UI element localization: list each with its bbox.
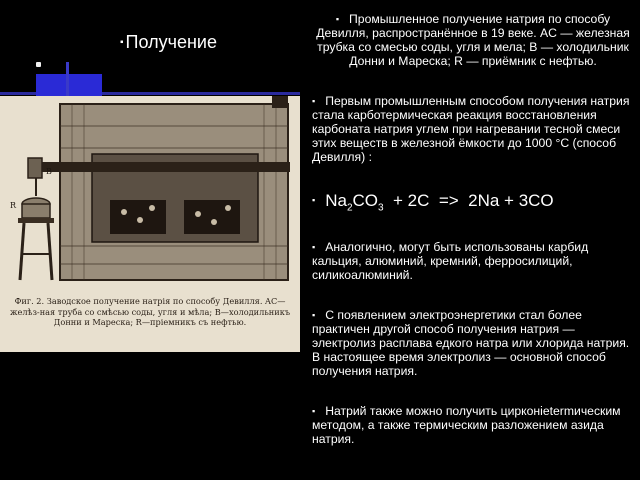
paragraph-text: Натрий также можно получить цирконietermическим методом, а также термическим разложением азида натрия. [312, 404, 621, 447]
formula-sub-3: 3 [378, 202, 384, 214]
paragraph-deville-history [312, 12, 634, 68]
deville-apparatus-figure [0, 96, 300, 352]
formula-rest: + 2C => 2Na + 3CO [383, 191, 554, 210]
title-bullet-icon: ▪ [120, 37, 124, 48]
label-r: R [10, 201, 17, 210]
decorative-blue-block [36, 74, 102, 98]
paragraph-alternatives [312, 240, 634, 282]
figure-caption: Фиг. 2. Заводское получение натрія по способу Девилля. AC—желѣз-ная труба со смѣсью соды, угля и мѣла; B—холодильникъ Донни и Мареска; R—пріемникъ съ нефтью. [9, 296, 291, 327]
formula-na: Na [325, 191, 347, 210]
paragraph-carbothermic [312, 94, 634, 164]
bullet-icon: ▪ [335, 14, 340, 24]
formula-sub-2: 2 [346, 202, 353, 214]
paragraph-text: Промышленное получение натрия по способу Девилля, распространённое в 19 веке. AC — железная трубка со смесью соды, угля и мела; B — холодильник Донни и Мареска; R — приёмник с нефтью. [316, 12, 630, 68]
paragraph-electrolysis [312, 308, 634, 378]
paragraph-zirconium [312, 404, 634, 446]
paragraph-text: Первым промышленным способом получения натрия стала карботермическая реакция восстановления карбоната натрия углем при нагревании тесной смеси этих веществ в железной ёмкости до 1000 °C (способ Девилля) : [312, 94, 630, 164]
formula-co: CO [352, 191, 378, 210]
bullet-icon: ▪ [312, 242, 316, 253]
paragraph-text: С появлением электроэнергетики стал более практичен другой способ получения натрия — электролиз расплава едкого натра или хлорида натрия. В настоящее время электролиз — основной способ получения натрия. [312, 308, 630, 379]
slide-title [120, 32, 217, 53]
slide-title-text: Получение [125, 32, 217, 52]
bullet-icon: ▪ [312, 195, 316, 205]
bullet-icon: ▪ [312, 310, 316, 321]
paragraph-text: Аналогично, могут быть использованы карбид кальция, алюминий, кремний, ферросилиций, силикоалюминий. [312, 240, 589, 283]
decorative-bullet [36, 62, 41, 67]
label-b: B [46, 167, 52, 176]
bullet-icon: ▪ [312, 96, 316, 106]
slide-body [312, 12, 634, 472]
furnace-illustration [0, 96, 300, 296]
bullet-icon: ▪ [312, 406, 316, 417]
reaction-formula [312, 190, 634, 218]
